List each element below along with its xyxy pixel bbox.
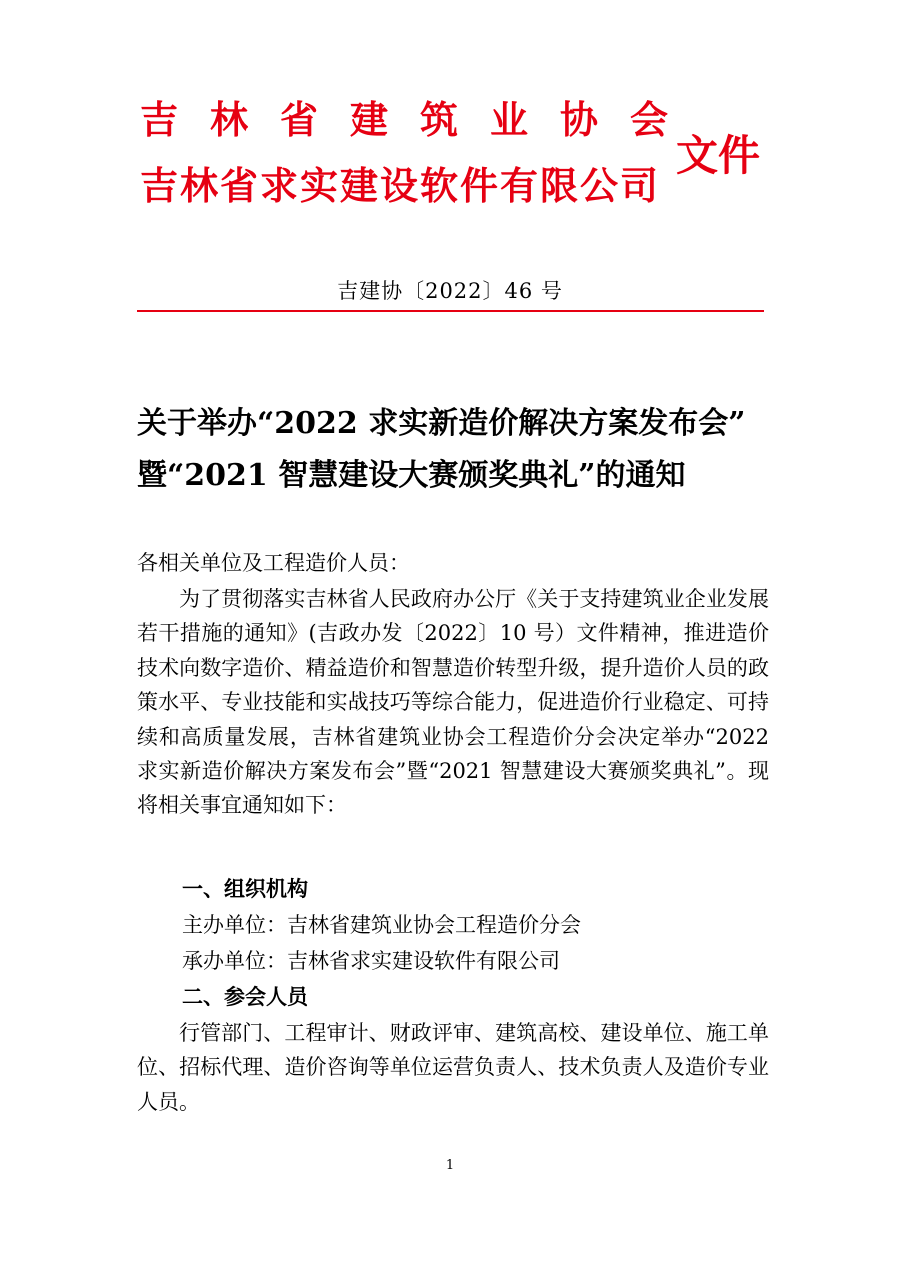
issuer-name-company: 吉林省求实建设软件有限公司 [140, 164, 661, 208]
issuer-name-association: 吉林省建筑业协会 [140, 98, 701, 142]
page-number: 1 [445, 1158, 455, 1173]
notice-title-line-1: 关于举办“2022 求实新造价解决方案发布会” [137, 406, 746, 441]
organizer-unit: 承办单位：吉林省求实建设软件有限公司 [182, 949, 560, 973]
header-rule [137, 310, 764, 312]
document-suffix: 文件 [676, 131, 761, 180]
host-unit: 主办单位：吉林省建筑业协会工程造价分会 [182, 913, 581, 937]
intro-paragraph: 为了贯彻落实吉林省人民政府办公厅《关于支持建筑业企业发展若干措施的通知》(吉政办发〔2022〕10 号）文件精神，推进造价技术向数字造价、精益造价和智慧造价转型升级，提升造价人员的政策水平、专业技能和实战技巧等综合能力，促进造价行业稳定、可持续和高质量发展，吉林省建筑业协会工程造价分会决定举办“2022 求实新造价解决方案发布会”暨“2021 智慧建设大赛颁奖典礼”。现将相关事宜通知如下： [137, 587, 769, 818]
document-number: 吉建协〔2022〕46 号 [337, 279, 563, 303]
section-2-heading: 二、参会人员 [182, 985, 308, 1009]
salutation: 各相关单位及工程造价人员： [137, 551, 410, 575]
attendees-paragraph: 行管部门、工程审计、财政评审、建筑高校、建设单位、施工单位、招标代理、造价咨询等单位运营负责人、技术负责人及造价专业人员。 [137, 1021, 769, 1114]
notice-title-line-2: 暨“2021 智慧建设大赛颁奖典礼”的通知 [137, 458, 686, 493]
section-1-heading: 一、组织机构 [182, 877, 308, 901]
